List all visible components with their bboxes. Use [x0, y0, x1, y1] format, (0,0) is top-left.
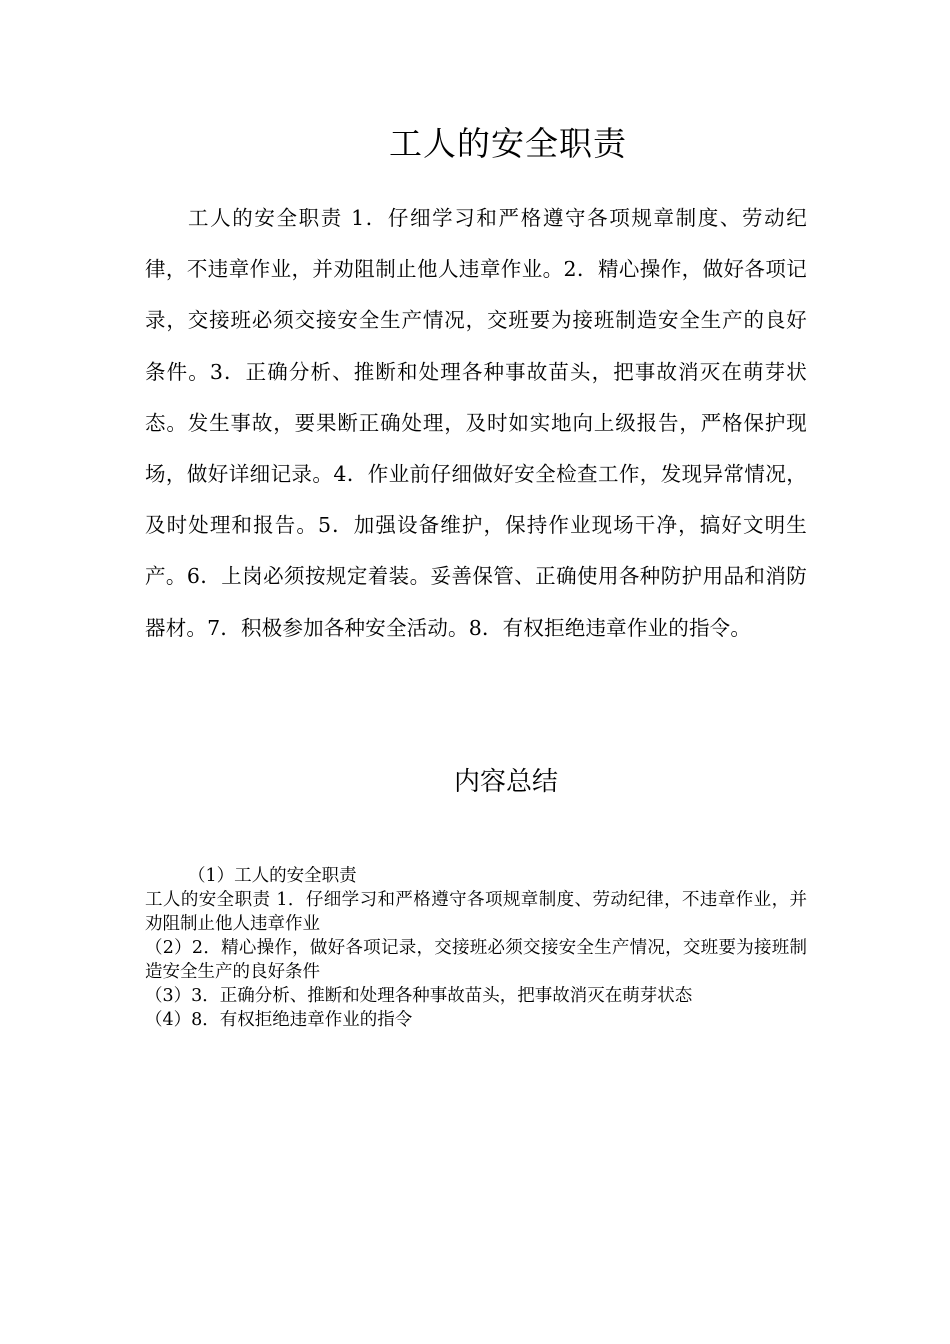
summary-item-heading: （1）工人的安全职责 [188, 866, 357, 886]
summary-item: 工人的安全职责 1．仔细学习和严格遵守各项规章制度、劳动纪律，不违章作业，并劝阻制止他人违章作业 [145, 890, 807, 934]
summary-item: （4）8．有权拒绝违章作业的指令 [145, 1010, 413, 1030]
document-title: 工人的安全职责 [389, 124, 627, 163]
summary-title: 内容总结 [453, 767, 558, 797]
summary-section [145, 864, 807, 1032]
summary-item: （3）3．正确分析、推断和处理各种事故苗头，把事故消灭在萌芽状态 [145, 986, 693, 1006]
summary-item: （2）2．精心操作，做好各项记录，交接班必须交接安全生产情况，交班要为接班制造安全生产的良好条件 [145, 938, 807, 982]
body-paragraph: 工人的安全职责 1．仔细学习和严格遵守各项规章制度、劳动纪律，不违章作业，并劝阻制止他人违章作业。2．精心操作，做好各项记录，交接班必须交接安全生产情况，交班要为接班制造安全生产的良好条件。3．正确分析、推断和处理各种事故苗头，把事故消灭在萌芽状态。发生事故，要果断正确处理，及时如实地向上级报告，严格保护现场，做好详细记录。4．作业前仔细做好安全检查工作，发现异常情况，及时处理和报告。5．加强设备维护，保持作业现场干净，搞好文明生产。6．上岗必须按规定着装。妥善保管、正确使用各种防护用品和消防器材。7．积极参加各种安全活动。8．有权拒绝违章作业的指令。 [145, 206, 807, 640]
